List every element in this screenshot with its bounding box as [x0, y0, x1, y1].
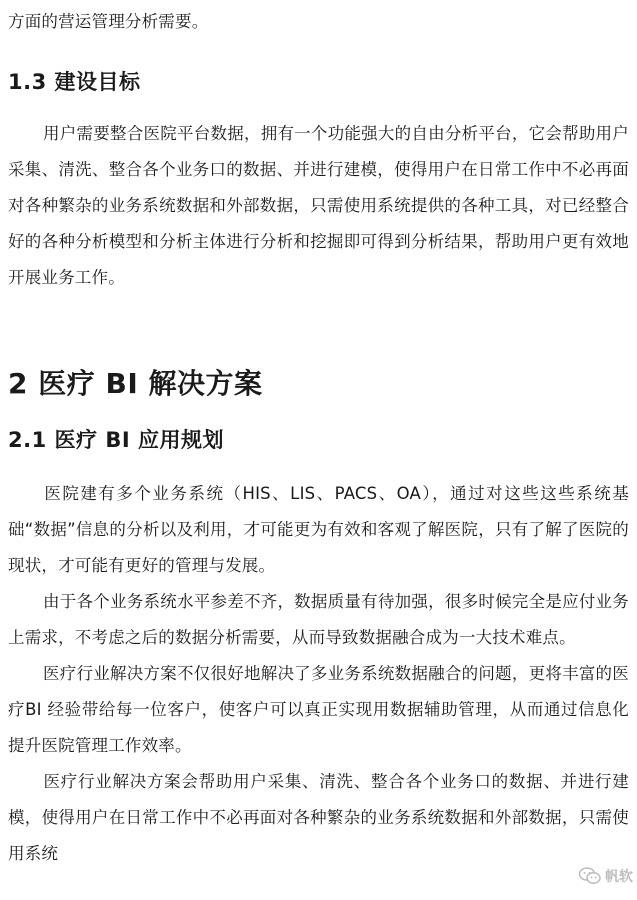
paragraph-text: 医疗行业解决方案会帮助用户采集、清洗、整合各个业务口的数据、并进行建模，使得用户在日常工作中不必再面对各种繁杂的业务系统数据和外部数据，只需使用系统: [8, 772, 629, 863]
section-1-3-body: [8, 116, 629, 296]
paragraph-text: 医院建有多个业务系统（HIS、LIS、PACS、OA），通过对这些这些系统基础“数据”信息的分析以及利用，才可能更为有效和客观了解医院，只有了解了医院的现状，才可能有更好的管理与发展。: [8, 484, 629, 575]
paragraph: [8, 584, 629, 656]
section-heading-2-1: 2.1 医疗 BI 应用规划: [8, 428, 224, 452]
paragraph: [8, 656, 629, 764]
section-2-1-body: [8, 476, 629, 872]
continued-text-line: 方面的营运管理分析需要。: [8, 12, 209, 31]
section-heading-1-3: 1.3 建设目标: [8, 70, 141, 94]
paragraph-text: 由于各个业务系统水平参差不齐，数据质量有待加强，很多时候完全是应付业务上需求，不考虑之后的数据分析需要，从而导致数据融合成为一大技术难点。: [8, 592, 629, 647]
paragraph-text: 医疗行业解决方案不仅很好地解决了多业务系统数据融合的问题，更将丰富的医疗BI 经验带给每一位客户，使客户可以真正实现用数据辅助管理，从而通过信息化提升医院管理工作效率。: [8, 664, 629, 755]
watermark-text: 帆软: [605, 869, 633, 885]
watermark: [579, 866, 633, 886]
paragraph: [8, 764, 629, 872]
chapter-heading-2: 2 医疗 BI 解决方案: [8, 367, 263, 400]
wechat-icon: [579, 867, 601, 885]
paragraph: [8, 476, 629, 584]
paragraph: [8, 116, 629, 296]
paragraph-text: 用户需要整合医院平台数据，拥有一个功能强大的自由分析平台，它会帮助用户采集、清洗、整合各个业务口的数据、并进行建模，使得用户在日常工作中不必再面对各种繁杂的业务系统数据和外部数据，只需使用系统提供的各种工具，对已经整合好的各种分析模型和分析主体进行分析和挖掘即可得到分析结果，帮助用户更有效地开展业务工作。: [8, 124, 629, 287]
